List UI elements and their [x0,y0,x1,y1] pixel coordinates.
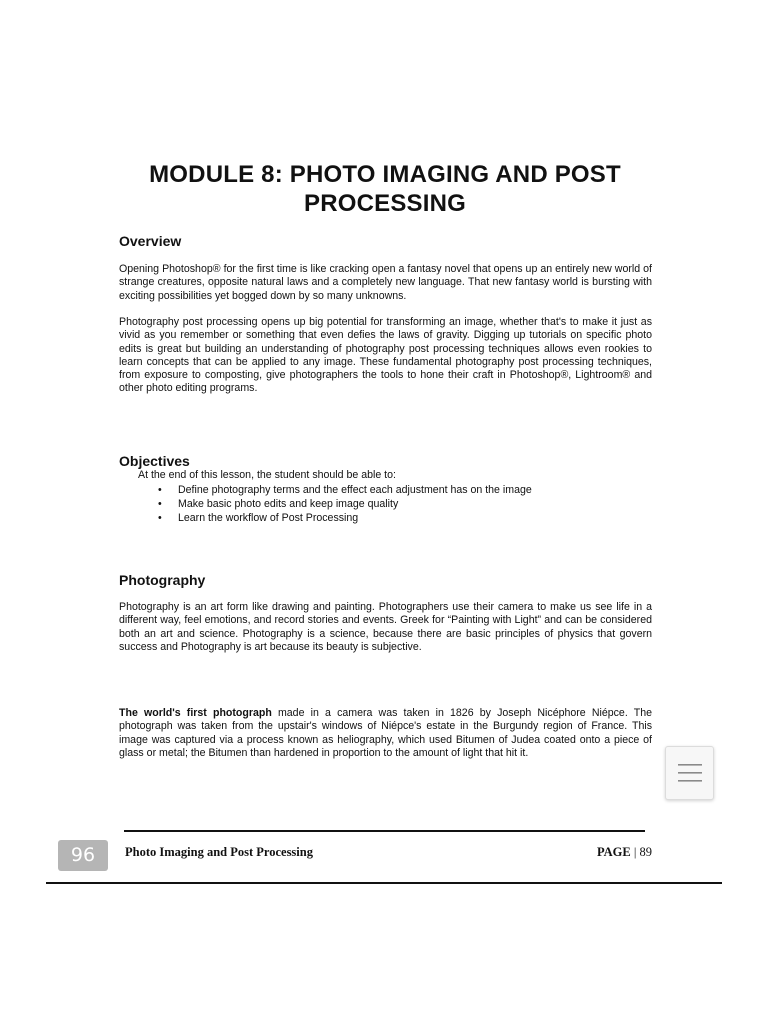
first-photograph-bold: The world's first photograph [119,707,272,719]
footer-title: Photo Imaging and Post Processing [125,845,313,859]
bullet-icon: • [158,484,162,496]
page-title: MODULE 8: PHOTO IMAGING AND POST PROCESSING [149,161,621,217]
bullet-icon: • [158,498,162,510]
photography-paragraph-2 [119,707,652,760]
first-photograph-text: made in a camera was taken in 1826 by Joseph Nicéphore Niépce. The photograph was taken from the upstair's windows of Niépce's estate in the Burgundy region of France. This image was captured via a process known as heliography, which used Bitumen of Judea coated onto a piece of glass or metal; the Bitumen than hardened in proportion to the amount of light that hit it. [119,707,652,759]
objectives-intro: At the end of this lesson, the student should be able to: [138,469,396,481]
list-item [157,483,532,497]
menu-button[interactable] [665,746,714,800]
list-item [157,511,532,525]
overview-heading: Overview [119,233,182,249]
objective-text: Make basic photo edits and keep image quality [178,498,399,510]
objective-text: Learn the workflow of Post Processing [178,512,359,524]
photography-heading: Photography [119,572,206,588]
footer-page-number [597,845,652,860]
overview-paragraph-2: Photography post processing opens up big potential for transforming an image, whether that's to make it just as vivid as you remember or something that even defies the laws of gravity. Digging up tutorials on specific photo edits is great but building an understanding of photography post processing techniques allows even rookies to learn concepts that can be applied to any image. These fundamental photography post processing techniques, from exposure to composting, give photographers the tools to hone their craft in Photoshop®, Lightroom® and other photo editing programs. [119,316,652,395]
hamburger-menu-icon [678,763,702,783]
overview-paragraph-1: Opening Photoshop® for the first time is like cracking open a fantasy novel that opens up an entirely new world of strange creatures, opposite natural laws and a completely new language. That new fantasy world is bursting with exciting possibilities yet bogged down by so many unknowns. [119,263,652,302]
objectives-list [157,483,532,525]
objectives-heading: Objectives [119,453,190,469]
footer-divider-bottom [46,882,722,884]
footer-divider-top [124,830,645,832]
bullet-icon: • [158,512,162,524]
list-item [157,497,532,511]
photography-paragraph-1: Photography is an art form like drawing and painting. Photographers use their camera to make us see life in a different way, feel emotions, and record stories and events. Greek for “Painting with Light” and can be considered both an art and science. Photography is a science, because there are basic principles of physics that govern success and Photography is art because its beauty is subjective. [119,601,652,653]
page-indicator-badge[interactable]: 96 [58,840,108,871]
footer-page-value: 89 [639,845,652,859]
footer-page-label: PAGE [596,845,631,859]
footer-page-separator: | [630,845,640,859]
objective-text: Define photography terms and the effect each adjustment has on the image [178,484,532,496]
